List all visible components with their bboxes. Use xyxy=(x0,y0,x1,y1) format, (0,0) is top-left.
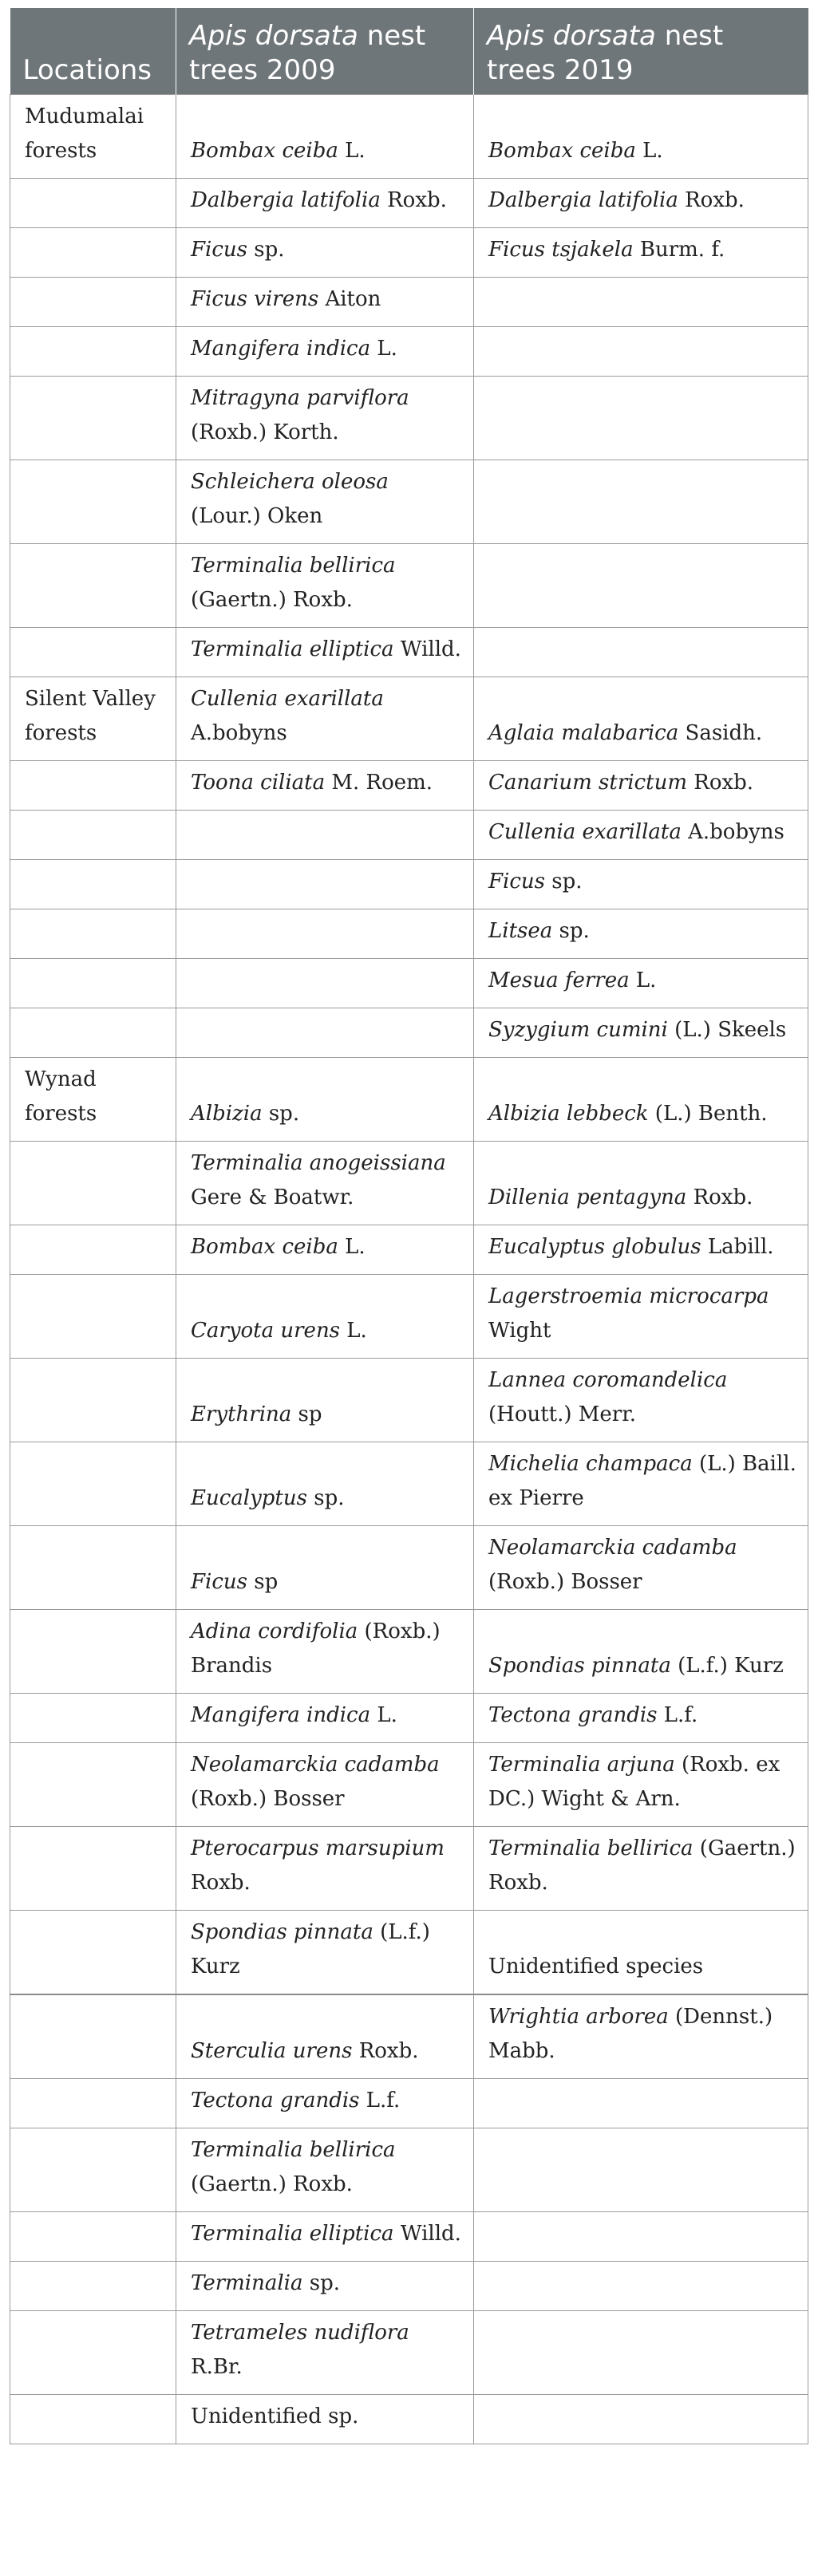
tree-2019-cell xyxy=(474,761,808,811)
table-row xyxy=(10,1359,808,1442)
species-authority: sp. xyxy=(247,238,285,262)
tree-2009-cell xyxy=(176,909,474,959)
header-2009 xyxy=(176,8,474,95)
species-name: Terminalia xyxy=(191,2271,303,2295)
species-authority: L. xyxy=(340,1319,367,1343)
location-cell xyxy=(10,2128,176,2212)
tree-2019-cell xyxy=(474,860,808,909)
tree-2019-cell xyxy=(474,1275,808,1359)
location-cell xyxy=(10,2311,176,2395)
tree-2019-cell xyxy=(474,959,808,1008)
location-cell xyxy=(10,1008,176,1058)
tree-2019-cell xyxy=(474,1743,808,1827)
location-cell xyxy=(10,2079,176,2128)
location-cell xyxy=(10,1142,176,1225)
species-authority: (L.) Benth. xyxy=(648,1102,768,1126)
tree-2019-cell xyxy=(474,2262,808,2311)
species-name: Neolamarckia cadamba xyxy=(191,1753,440,1777)
species-name: Aglaia malabarica xyxy=(488,721,679,745)
location-cell xyxy=(10,2262,176,2311)
species-name: Ficus xyxy=(191,238,248,262)
tree-2009-cell xyxy=(176,1694,474,1743)
table-row xyxy=(10,95,808,179)
location-cell xyxy=(10,1526,176,1610)
tree-2019-cell xyxy=(474,677,808,761)
tree-2019-cell xyxy=(474,1911,808,1995)
location-cell xyxy=(10,179,176,228)
species-name: Terminalia elliptica xyxy=(191,2222,394,2246)
species-name: Tetrameles nudiflora xyxy=(191,2321,409,2345)
species-authority: (Gaertn.) Roxb. xyxy=(191,2172,353,2196)
species-authority: (L.) Baill. ex Pierre xyxy=(488,1452,796,1510)
tree-2019-cell xyxy=(474,1994,808,2079)
tree-2009-cell xyxy=(176,544,474,628)
species-authority: (Roxb.) Bosser xyxy=(488,1570,642,1594)
species-name: Sterculia urens xyxy=(191,2039,353,2063)
header-2019-species: Apis dorsata xyxy=(487,20,656,52)
species-name: Mangifera indica xyxy=(191,1703,371,1727)
species-authority: L.f. xyxy=(359,2089,401,2112)
tree-2009-cell xyxy=(176,2262,474,2311)
location-cell xyxy=(10,1275,176,1359)
tree-2019-cell xyxy=(474,2079,808,2128)
table-row xyxy=(10,1743,808,1827)
species-authority: M. Roem. xyxy=(325,771,433,795)
table-row xyxy=(10,228,808,278)
species-name: Ficus xyxy=(191,1570,248,1594)
tree-2019-cell xyxy=(474,1610,808,1694)
species-name: Bombax ceiba xyxy=(488,139,636,163)
species-name: Albizia xyxy=(191,1102,263,1126)
tree-2019-cell xyxy=(474,1142,808,1225)
location-cell xyxy=(10,95,176,179)
species-name: Ficus xyxy=(488,870,546,894)
species-authority: Unidentified sp. xyxy=(191,2404,359,2428)
tree-2019-cell xyxy=(474,909,808,959)
tree-2009-cell xyxy=(176,228,474,278)
tree-2019-cell xyxy=(474,628,808,677)
species-authority: Roxb. xyxy=(380,188,447,212)
species-name: Cullenia exarillata xyxy=(191,687,384,711)
species-authority: sp xyxy=(291,1402,322,1426)
species-authority: Sasidh. xyxy=(678,721,763,745)
location-cell xyxy=(10,1442,176,1526)
header-2019-rest: nest trees 2019 xyxy=(487,20,724,86)
table-row xyxy=(10,860,808,909)
species-authority: L. xyxy=(370,1703,397,1727)
table-row xyxy=(10,1275,808,1359)
tree-2009-cell xyxy=(176,95,474,179)
table-row xyxy=(10,1225,808,1275)
species-authority: (Lour.) Oken xyxy=(191,504,323,528)
species-name: Neolamarckia cadamba xyxy=(488,1536,737,1560)
species-authority: (Roxb. ex DC.) Wight & Arn. xyxy=(488,1753,780,1811)
tree-2009-cell xyxy=(176,2079,474,2128)
species-name: Cullenia exarillata xyxy=(488,820,682,844)
tree-2019-cell xyxy=(474,544,808,628)
table-row xyxy=(10,460,808,544)
tree-2019-cell xyxy=(474,2395,808,2444)
tree-2019-cell xyxy=(474,327,808,377)
location-cell xyxy=(10,1610,176,1694)
tree-2019-cell xyxy=(474,1058,808,1142)
tree-2009-cell xyxy=(176,761,474,811)
table-row xyxy=(10,377,808,460)
species-name: Wrightia arborea xyxy=(488,2005,669,2029)
species-authority: R.Br. xyxy=(191,2355,243,2379)
species-authority: Roxb. xyxy=(678,188,745,212)
species-authority: sp. xyxy=(302,2271,341,2295)
species-name: Erythrina xyxy=(191,1402,292,1426)
species-authority: (Roxb.) Brandis xyxy=(191,1619,441,1678)
tree-2019-cell xyxy=(474,1359,808,1442)
species-authority: sp. xyxy=(545,870,583,894)
species-name: Ficus virens xyxy=(191,287,319,311)
species-authority: Roxb. xyxy=(687,771,754,795)
species-name: Dalbergia latifolia xyxy=(488,188,678,212)
tree-2009-cell xyxy=(176,179,474,228)
species-name: Lagerstroemia microcarpa xyxy=(488,1284,769,1308)
table-row xyxy=(10,1058,808,1142)
location-cell xyxy=(10,1911,176,1995)
species-name: Mesua ferrea xyxy=(488,968,630,992)
species-authority: Wight xyxy=(488,1319,551,1343)
header-2019 xyxy=(474,8,808,95)
table-row xyxy=(10,2395,808,2444)
species-authority: (Houtt.) Merr. xyxy=(488,1402,637,1426)
tree-2009-cell xyxy=(176,2212,474,2262)
table-row xyxy=(10,1911,808,1995)
tree-2019-cell xyxy=(474,460,808,544)
location-cell xyxy=(10,544,176,628)
table-row xyxy=(10,2212,808,2262)
species-name: Adina cordifolia xyxy=(191,1619,358,1643)
tree-2009-cell xyxy=(176,1225,474,1275)
species-name: Toona ciliata xyxy=(191,771,326,795)
species-name: Litsea xyxy=(488,919,553,943)
tree-2009-cell xyxy=(176,1994,474,2079)
location-cell xyxy=(10,460,176,544)
location-name: Mudumalai forests xyxy=(25,105,144,163)
table-row xyxy=(10,1994,808,2079)
table-row xyxy=(10,1694,808,1743)
species-name: Terminalia arjuna xyxy=(488,1753,675,1777)
location-cell xyxy=(10,327,176,377)
species-authority: L. xyxy=(370,337,397,361)
table-row xyxy=(10,1142,808,1225)
table-row xyxy=(10,2311,808,2395)
tree-2019-cell xyxy=(474,1827,808,1911)
table-row xyxy=(10,1442,808,1526)
species-authority: (L.f.) Kurz xyxy=(670,1654,784,1678)
species-name: Terminalia bellirica xyxy=(191,2138,396,2162)
header-row xyxy=(10,8,808,95)
species-name: Spondias pinnata xyxy=(191,1920,373,1944)
species-authority: Gere & Boatwr. xyxy=(191,1185,354,1209)
tree-2009-cell xyxy=(176,811,474,860)
tree-2009-cell xyxy=(176,327,474,377)
species-authority: (Roxb.) Korth. xyxy=(191,420,339,444)
species-name: Canarium strictum xyxy=(488,771,687,795)
species-name: Schleichera oleosa xyxy=(191,470,389,494)
location-cell xyxy=(10,1058,176,1142)
tree-2009-cell xyxy=(176,278,474,327)
species-name: Terminalia bellirica xyxy=(191,554,396,578)
species-authority: (Dennst.) Mabb. xyxy=(488,2005,773,2063)
species-name: Mitragyna parviflora xyxy=(191,386,409,410)
table-row xyxy=(10,179,808,228)
species-name: Caryota urens xyxy=(191,1319,341,1343)
tree-2009-cell xyxy=(176,1142,474,1225)
location-cell xyxy=(10,377,176,460)
species-authority: sp xyxy=(247,1570,279,1594)
tree-2009-cell xyxy=(176,1008,474,1058)
tree-2009-cell xyxy=(176,628,474,677)
species-name: Dalbergia latifolia xyxy=(191,188,381,212)
location-cell xyxy=(10,1827,176,1911)
tree-2009-cell xyxy=(176,1442,474,1526)
species-name: Albizia lebbeck xyxy=(488,1102,649,1126)
tree-2009-cell xyxy=(176,2395,474,2444)
species-authority: Burm. f. xyxy=(633,238,725,262)
table-row xyxy=(10,2262,808,2311)
header-locations: Locations xyxy=(10,8,176,95)
location-name: Silent Valley forests xyxy=(25,687,156,745)
tree-2019-cell xyxy=(474,1694,808,1743)
species-authority: Roxb. xyxy=(686,1185,753,1209)
tree-2019-cell xyxy=(474,2311,808,2395)
species-authority: sp. xyxy=(306,1486,345,1510)
location-cell xyxy=(10,959,176,1008)
species-name: Eucalyptus globulus xyxy=(488,1235,701,1259)
species-name: Eucalyptus xyxy=(191,1486,307,1510)
table-row xyxy=(10,628,808,677)
species-name: Syzygium cumini xyxy=(488,1018,668,1042)
location-cell xyxy=(10,1743,176,1827)
tree-2009-cell xyxy=(176,959,474,1008)
tree-2009-cell xyxy=(176,1827,474,1911)
species-authority: Unidentified species xyxy=(488,1955,704,1978)
species-name: Bombax ceiba xyxy=(191,1235,338,1259)
tree-2009-cell xyxy=(176,1743,474,1827)
species-authority: Labill. xyxy=(701,1235,774,1259)
tree-2019-cell xyxy=(474,811,808,860)
location-cell xyxy=(10,761,176,811)
table-row xyxy=(10,959,808,1008)
tree-2009-cell xyxy=(176,2128,474,2212)
species-authority: L.f. xyxy=(657,1703,698,1727)
table-row xyxy=(10,1008,808,1058)
tree-2019-cell xyxy=(474,377,808,460)
species-name: Pterocarpus marsupium xyxy=(191,1836,445,1860)
tree-2019-cell xyxy=(474,1526,808,1610)
species-authority: sp. xyxy=(262,1102,300,1126)
table-row xyxy=(10,811,808,860)
table-row xyxy=(10,761,808,811)
header-2009-rest: nest trees 2009 xyxy=(189,20,426,86)
tree-2009-cell xyxy=(176,2311,474,2395)
species-name: Terminalia elliptica xyxy=(191,637,394,661)
tree-2019-cell xyxy=(474,1225,808,1275)
table-row xyxy=(10,327,808,377)
tree-2019-cell xyxy=(474,1442,808,1526)
species-authority: Aiton xyxy=(318,287,381,311)
tree-2009-cell xyxy=(176,1359,474,1442)
tree-2009-cell xyxy=(176,377,474,460)
species-name: Bombax ceiba xyxy=(191,139,338,163)
tree-2009-cell xyxy=(176,1911,474,1995)
species-name: Tectona grandis xyxy=(191,2089,360,2112)
tree-2019-cell xyxy=(474,95,808,179)
species-authority: (L.) Skeels xyxy=(667,1018,787,1042)
species-authority: Willd. xyxy=(393,2222,461,2246)
location-cell xyxy=(10,811,176,860)
species-authority: L. xyxy=(629,968,657,992)
species-name: Terminalia anogeissiana xyxy=(191,1151,446,1175)
tree-2009-cell xyxy=(176,677,474,761)
species-authority: Roxb. xyxy=(352,2039,419,2063)
location-cell xyxy=(10,228,176,278)
location-cell xyxy=(10,278,176,327)
tree-2019-cell xyxy=(474,278,808,327)
species-authority: L. xyxy=(338,1235,366,1259)
species-authority: L. xyxy=(635,139,663,163)
species-authority: (L.f.) Kurz xyxy=(191,1920,430,1978)
tree-2009-cell xyxy=(176,860,474,909)
table-row xyxy=(10,1827,808,1911)
species-authority: Willd. xyxy=(393,637,461,661)
species-authority: (Gaertn.) Roxb. xyxy=(191,588,353,612)
table-row xyxy=(10,677,808,761)
tree-2009-cell xyxy=(176,460,474,544)
location-cell xyxy=(10,2395,176,2444)
tree-2019-cell xyxy=(474,2128,808,2212)
location-cell xyxy=(10,1225,176,1275)
tree-2019-cell xyxy=(474,1008,808,1058)
species-name: Dillenia pentagyna xyxy=(488,1185,687,1209)
header-2009-species: Apis dorsata xyxy=(189,20,358,52)
table-row xyxy=(10,544,808,628)
species-name: Mangifera indica xyxy=(191,337,371,361)
table-row xyxy=(10,1610,808,1694)
species-name: Michelia champaca xyxy=(488,1452,693,1476)
tree-2009-cell xyxy=(176,1058,474,1142)
table-row xyxy=(10,1526,808,1610)
location-name: Wynad forests xyxy=(25,1067,97,1126)
location-cell xyxy=(10,628,176,677)
table-row xyxy=(10,2128,808,2212)
tree-2009-cell xyxy=(176,1275,474,1359)
location-cell xyxy=(10,909,176,959)
tree-2019-cell xyxy=(474,179,808,228)
location-cell xyxy=(10,677,176,761)
location-cell xyxy=(10,860,176,909)
location-cell xyxy=(10,2212,176,2262)
species-authority: (Roxb.) Bosser xyxy=(191,1787,345,1811)
nest-trees-table xyxy=(10,8,808,2444)
table-row xyxy=(10,909,808,959)
tree-2019-cell xyxy=(474,2212,808,2262)
species-authority: sp. xyxy=(552,919,590,943)
species-authority: L. xyxy=(338,139,366,163)
species-name: Tectona grandis xyxy=(488,1703,658,1727)
species-authority: A.bobyns xyxy=(191,721,287,745)
tree-2009-cell xyxy=(176,1610,474,1694)
location-cell xyxy=(10,1359,176,1442)
location-cell xyxy=(10,1994,176,2079)
species-authority: Roxb. xyxy=(191,1871,251,1895)
species-authority: A.bobyns xyxy=(681,820,784,844)
table-row xyxy=(10,2079,808,2128)
species-authority: (Gaertn.) Roxb. xyxy=(488,1836,796,1895)
species-name: Ficus tsjakela xyxy=(488,238,634,262)
table-row xyxy=(10,278,808,327)
location-cell xyxy=(10,1694,176,1743)
species-name: Terminalia bellirica xyxy=(488,1836,694,1860)
species-name: Spondias pinnata xyxy=(488,1654,671,1678)
tree-2009-cell xyxy=(176,1526,474,1610)
species-name: Lannea coromandelica xyxy=(488,1368,728,1392)
tree-2019-cell xyxy=(474,228,808,278)
